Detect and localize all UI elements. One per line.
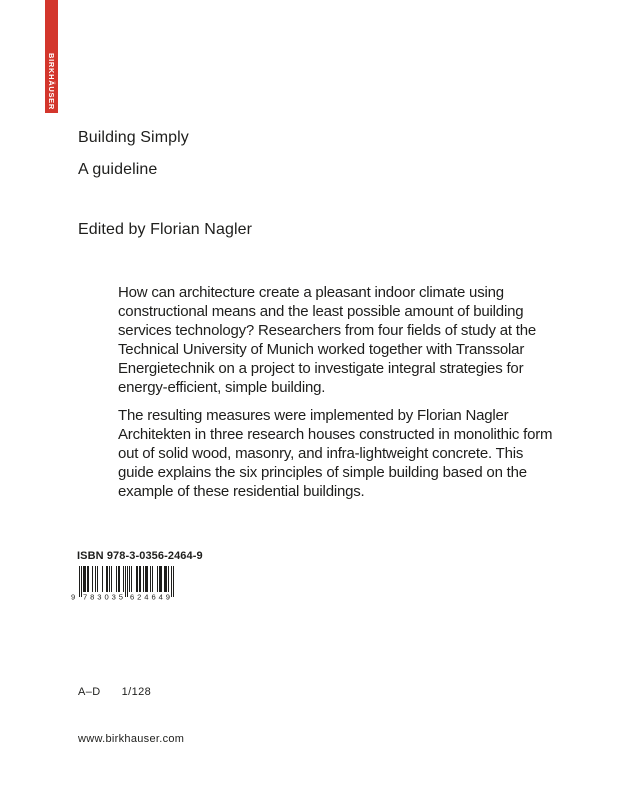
back-cover-blurb — [118, 283, 554, 510]
ean13-barcode — [70, 566, 175, 606]
svg-text:624649: 624649 — [130, 592, 170, 601]
blurb-paragraph-2: The resulting measures were implemented by Florian Nagler Architekten in three research houses constructed in monolithic form out of solid wood, masonry, and infra-lightweight concrete. This guide explains the six principles of simple building based on the example of these residential buildings. — [118, 407, 553, 500]
isbn-label: ISBN 978-3-0356-2464-9 — [77, 550, 203, 562]
book-title: Building Simply — [78, 129, 189, 146]
svg-text:9: 9 — [71, 592, 76, 601]
print-run-line — [78, 686, 151, 698]
publisher-name: BIRKHÄUSER — [46, 52, 56, 110]
blurb-paragraph-1: How can architecture create a pleasant indoor climate using constructional means and the least possible amount of building services technology? Researchers from four fields of study at the Technical University of Munich worked together with Transsolar Energietechnik on a project to investigate integral strategies for energy-efficient, simple building. — [118, 284, 537, 396]
print-code: A–D — [78, 686, 101, 698]
book-editor: Edited by Florian Nagler — [78, 221, 253, 238]
run-code: 1/128 — [121, 686, 152, 698]
publisher-website: www.birkhauser.com — [78, 733, 185, 745]
book-subtitle: A guideline — [78, 161, 158, 178]
publisher-spine-banner — [45, 0, 58, 113]
svg-text:783035: 783035 — [83, 592, 123, 601]
